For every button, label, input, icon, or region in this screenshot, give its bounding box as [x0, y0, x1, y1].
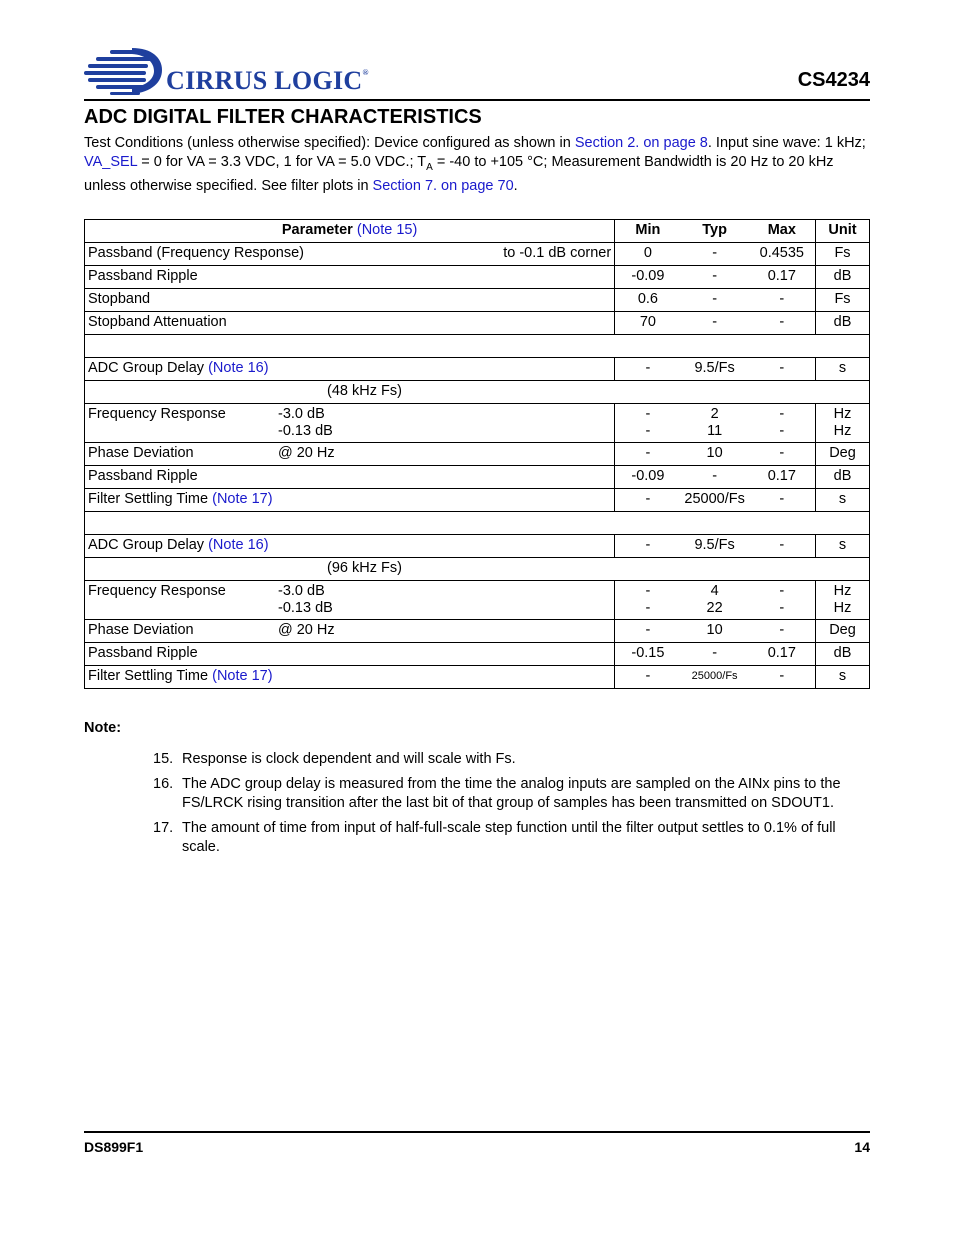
va-sel-link[interactable]: VA_SEL — [84, 154, 138, 170]
note-15-link[interactable]: (Note 15) — [356, 222, 418, 238]
table-row — [85, 289, 870, 312]
row-unit: dB — [816, 312, 870, 335]
min-header: Min — [615, 220, 681, 243]
row-max: - — [749, 620, 816, 643]
table-row — [85, 466, 870, 489]
group-heading-96k: (96 kHz Fs) — [85, 558, 870, 581]
table-row — [85, 581, 870, 620]
note-item: 17. The amount of time from input of half-full-scale step function until the filter output settles to 0.1% of full scale. — [153, 820, 836, 855]
group-heading-row — [85, 381, 870, 404]
table-row — [85, 643, 870, 666]
row-unit: s — [816, 535, 870, 558]
note-17-link[interactable]: (Note 17) — [212, 668, 273, 684]
row-max: 0.17 — [749, 466, 816, 489]
row-parameter: Phase Deviation @ 20 Hz — [85, 620, 615, 643]
row-unit: Hz Hz — [816, 404, 870, 443]
row-min: - — [615, 666, 681, 689]
row-unit: Deg — [816, 443, 870, 466]
table-row — [85, 666, 870, 689]
note-17-link[interactable]: (Note 17) — [212, 491, 273, 507]
document-number: DS899F1 — [84, 1139, 144, 1155]
row-max: - — [749, 289, 816, 312]
header-rule — [84, 99, 870, 101]
note-16-link[interactable]: (Note 16) — [208, 360, 269, 376]
row-parameter: Phase Deviation @ 20 Hz — [85, 443, 615, 466]
test-conditions: Test Conditions (unless otherwise specified): Device configured as shown in Section 2. on page 8. Input sine wave: 1 kHz; VA_SEL = 0 for VA = 3.3 VDC, 1 for VA = 5.0 VDC.; $T_A = -40$ to +105 °C; Measurement Bandwidth is 20 Hz to 20 kHz unless otherwise specified. See filter plots in Section 7. on page 70. — [84, 135, 866, 194]
row-min: 70 — [615, 312, 681, 335]
row-min: - — [615, 620, 681, 643]
row-parameter: Stopband Attenuation — [85, 312, 615, 335]
row-parameter: Passband Ripple — [85, 643, 615, 666]
row-parameter: Filter Settling Time (Note 17) — [85, 489, 615, 512]
spacer-row — [85, 335, 870, 358]
row-min: 0.6 — [615, 289, 681, 312]
row-parameter: Passband Ripple — [85, 466, 615, 489]
table-row — [85, 312, 870, 335]
table-row — [85, 243, 870, 266]
row-unit: dB — [816, 466, 870, 489]
row-typ: - — [681, 243, 749, 266]
row-min: 0 — [615, 243, 681, 266]
note-16-link[interactable]: (Note 16) — [208, 537, 269, 553]
note-item: 16. The ADC group delay is measured from the time the analog inputs are sampled on the AINx pins to the FS/LRCK rising transition after the last bit of that group of samples has been transmitted on SDOUT1. — [153, 776, 841, 811]
filter-characteristics-table — [84, 219, 870, 689]
section-title: ADC DIGITAL FILTER CHARACTERISTICS — [84, 106, 482, 128]
row-typ: - — [681, 643, 749, 666]
row-unit: Hz Hz — [816, 581, 870, 620]
logo-wordmark: CIRRUS LOGIC® — [166, 66, 369, 95]
typ-header: Typ — [681, 220, 749, 243]
row-max: - - — [749, 404, 816, 443]
row-min: - - — [615, 581, 681, 620]
row-max: - — [749, 358, 816, 381]
row-min: - — [615, 358, 681, 381]
unit-header: Unit — [816, 220, 870, 243]
row-min: - - — [615, 404, 681, 443]
row-max: - — [749, 443, 816, 466]
row-typ: 2 11 — [681, 404, 749, 443]
row-unit: s — [816, 358, 870, 381]
row-typ: 9.5/Fs — [681, 358, 749, 381]
row-parameter: Frequency Response -3.0 dB -0.13 dB — [85, 404, 615, 443]
row-max: 0.17 — [749, 266, 816, 289]
notes-section — [84, 720, 870, 863]
row-typ: 10 — [681, 620, 749, 643]
row-typ: - — [681, 466, 749, 489]
page-number: 14 — [854, 1139, 870, 1155]
row-max: - — [749, 489, 816, 512]
group-heading-48k: (48 kHz Fs) — [85, 381, 870, 404]
table-row — [85, 489, 870, 512]
row-max: 0.17 — [749, 643, 816, 666]
row-typ: - — [681, 289, 749, 312]
row-unit: dB — [816, 643, 870, 666]
row-max: - - — [749, 581, 816, 620]
section-2-link[interactable]: Section 2. on page 8 — [574, 135, 708, 151]
row-unit: Fs — [816, 289, 870, 312]
row-typ: 25000/Fs — [681, 489, 749, 512]
row-min: - — [615, 489, 681, 512]
row-min: - — [615, 443, 681, 466]
table-row — [85, 358, 870, 381]
row-parameter: Passband (Frequency Response) to -0.1 dB corner — [85, 243, 615, 266]
table-row — [85, 266, 870, 289]
row-min: -0.15 — [615, 643, 681, 666]
note-item: 15. Response is clock dependent and will scale with Fs. — [153, 751, 516, 767]
row-max: - — [749, 535, 816, 558]
chip-name: CS4234 — [797, 69, 870, 91]
row-typ: 25000/Fs — [681, 666, 749, 689]
table-header-row — [85, 220, 870, 243]
row-typ: - — [681, 312, 749, 335]
row-max: - — [749, 312, 816, 335]
max-header: Max — [749, 220, 816, 243]
row-unit: Deg — [816, 620, 870, 643]
row-max: 0.4535 — [749, 243, 816, 266]
group-heading-row — [85, 558, 870, 581]
row-max: - — [749, 666, 816, 689]
row-parameter: Passband Ripple — [85, 266, 615, 289]
parameter-header: Parameter (Note 15) — [85, 220, 615, 243]
footer-rule — [84, 1131, 870, 1133]
spacer-row — [85, 512, 870, 535]
table-row — [85, 443, 870, 466]
row-typ: 9.5/Fs — [681, 535, 749, 558]
row-parameter: ADC Group Delay (Note 16) — [85, 535, 615, 558]
row-parameter: Filter Settling Time (Note 17) — [85, 666, 615, 689]
table-row — [85, 535, 870, 558]
row-unit: dB — [816, 266, 870, 289]
row-typ: - — [681, 266, 749, 289]
notes-title: Note: — [84, 720, 122, 736]
row-typ: 4 22 — [681, 581, 749, 620]
row-typ: 10 — [681, 443, 749, 466]
row-parameter: Stopband — [85, 289, 615, 312]
section-7-link[interactable]: Section 7. on page 70 — [372, 177, 514, 194]
row-parameter: ADC Group Delay (Note 16) — [85, 358, 615, 381]
row-unit: Fs — [816, 243, 870, 266]
table-row — [85, 620, 870, 643]
row-unit: s — [816, 666, 870, 689]
table-row — [85, 404, 870, 443]
row-parameter: Frequency Response -3.0 dB -0.13 dB — [85, 581, 615, 620]
row-unit: s — [816, 489, 870, 512]
row-min: -0.09 — [615, 266, 681, 289]
row-min: - — [615, 535, 681, 558]
row-min: -0.09 — [615, 466, 681, 489]
